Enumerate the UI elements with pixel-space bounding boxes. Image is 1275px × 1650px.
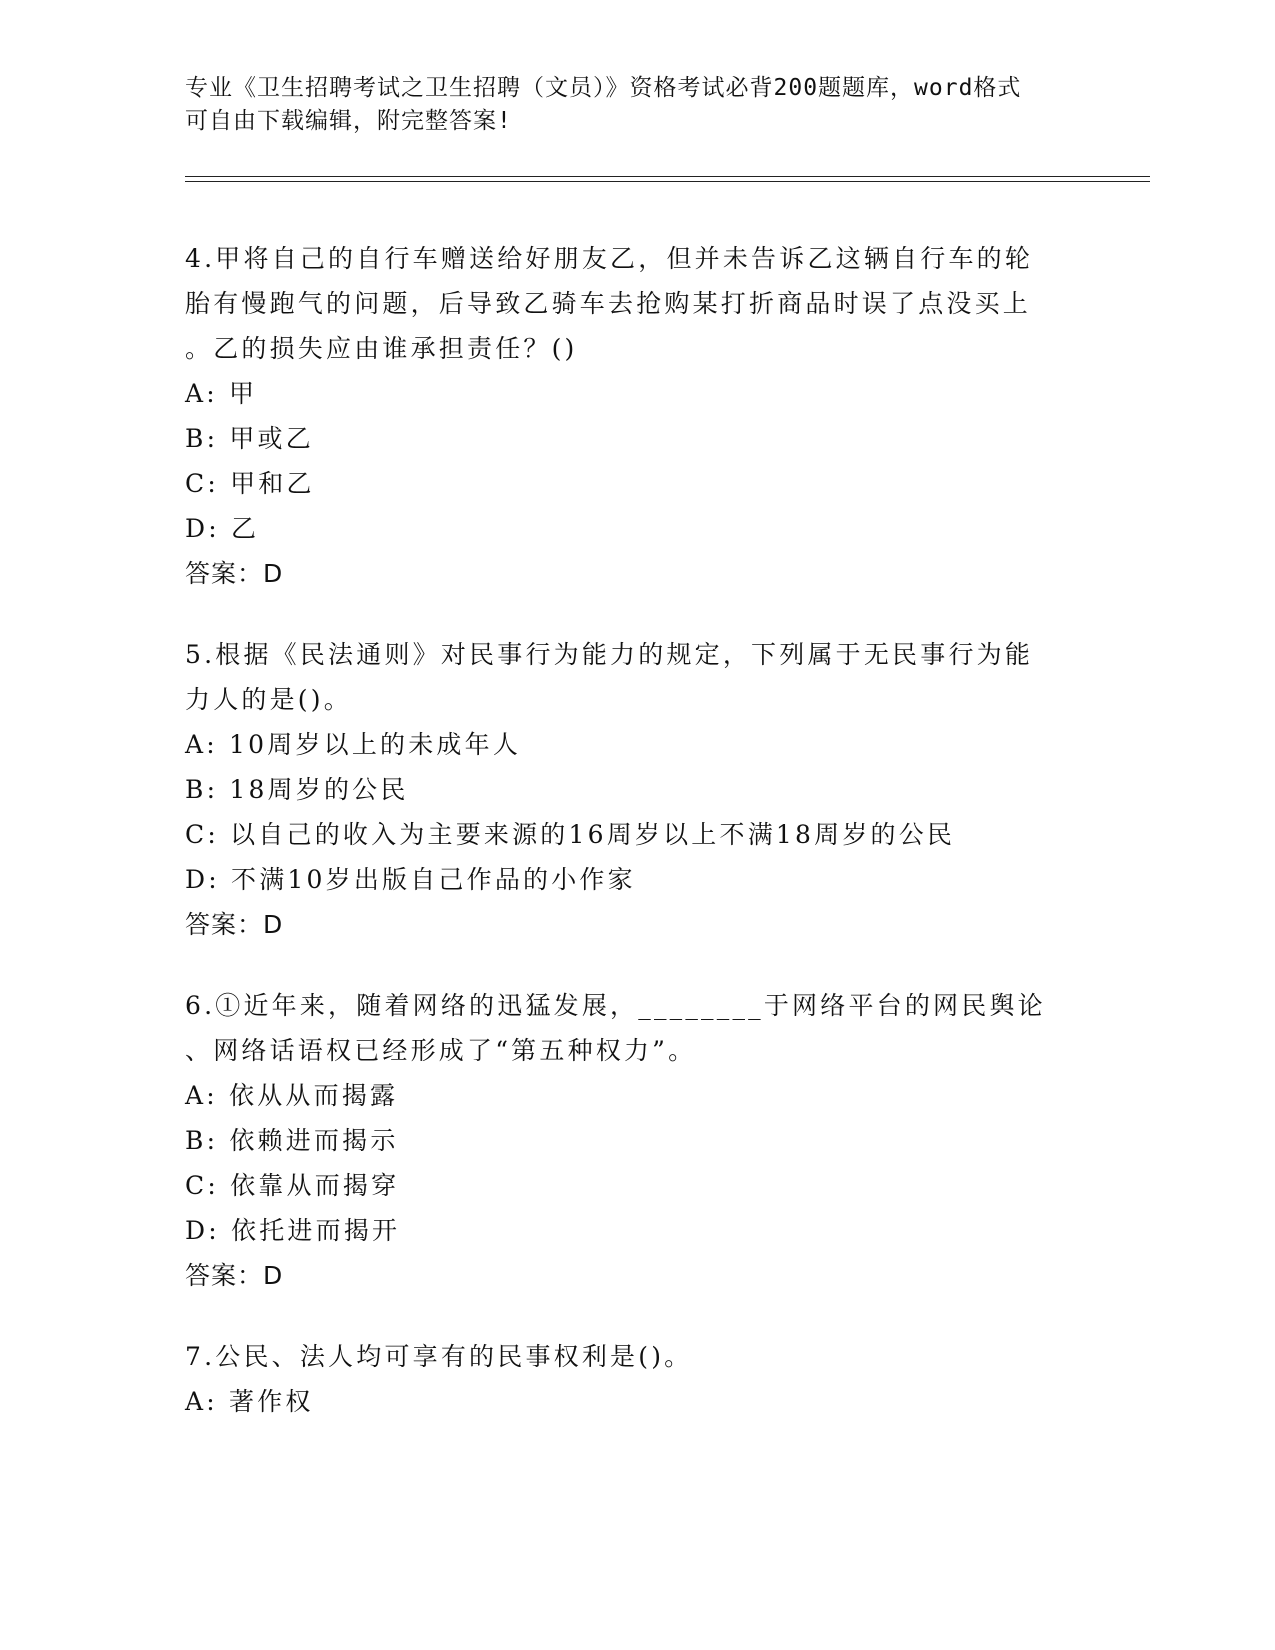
document-header <box>185 72 1085 138</box>
option-a: A: 甲 <box>185 379 258 408</box>
option-d: D: 乙 <box>185 514 260 543</box>
option-b: B: 甲或乙 <box>185 424 314 453</box>
option-b: B: 依赖进而揭示 <box>185 1126 399 1155</box>
option-c: C: 甲和乙 <box>185 469 315 498</box>
question-5 <box>185 632 1085 947</box>
question-stem-line: 5.根据《民法通则》对民事行为能力的规定，下列属于无民事行为能 <box>185 640 1034 669</box>
answer-line: 答案：D <box>185 559 284 588</box>
option-a: A: 10周岁以上的未成年人 <box>185 730 522 759</box>
option-d: D: 不满10岁出版自己作品的小作家 <box>185 865 636 894</box>
question-stem-line: 4.甲将自己的自行车赠送给好朋友乙，但并未告诉乙这辆自行车的轮 <box>185 244 1034 273</box>
question-stem-line: 7.公民、法人均可享有的民事权利是()。 <box>185 1342 693 1371</box>
question-6 <box>185 983 1085 1298</box>
option-a: A: 依从从而揭露 <box>185 1081 399 1110</box>
question-stem-line: 力人的是()。 <box>185 685 352 714</box>
option-c: C: 依靠从而揭穿 <box>185 1171 400 1200</box>
question-stem-line: 。乙的损失应由谁承担责任？() <box>185 334 578 363</box>
question-4 <box>185 236 1085 596</box>
option-d: D: 依托进而揭开 <box>185 1216 401 1245</box>
header-double-rule <box>185 176 1150 182</box>
answer-line: 答案：D <box>185 1261 284 1290</box>
header-title-line-2: 可自由下载编辑，附完整答案! <box>185 108 512 134</box>
question-stem-line: 6.①近年来，随着网络的迅猛发展，________于网络平台的网民舆论 <box>185 991 1046 1020</box>
option-b: B: 18周岁的公民 <box>185 775 409 804</box>
option-c: C: 以自己的收入为主要来源的16周岁以上不满18周岁的公民 <box>185 820 956 849</box>
header-title-line-1: 专业《卫生招聘考试之卫生招聘（文员）》资格考试必背200题题库，word格式 <box>185 75 1022 101</box>
option-a: A: 著作权 <box>185 1387 314 1416</box>
question-stem-line: 、网络话语权已经形成了“第五种权力”。 <box>185 1036 697 1065</box>
answer-line: 答案：D <box>185 910 284 939</box>
question-7 <box>185 1334 1085 1424</box>
question-list <box>185 236 1085 1460</box>
question-stem-line: 胎有慢跑气的问题，后导致乙骑车去抢购某打折商品时误了点没买上 <box>185 289 1032 318</box>
